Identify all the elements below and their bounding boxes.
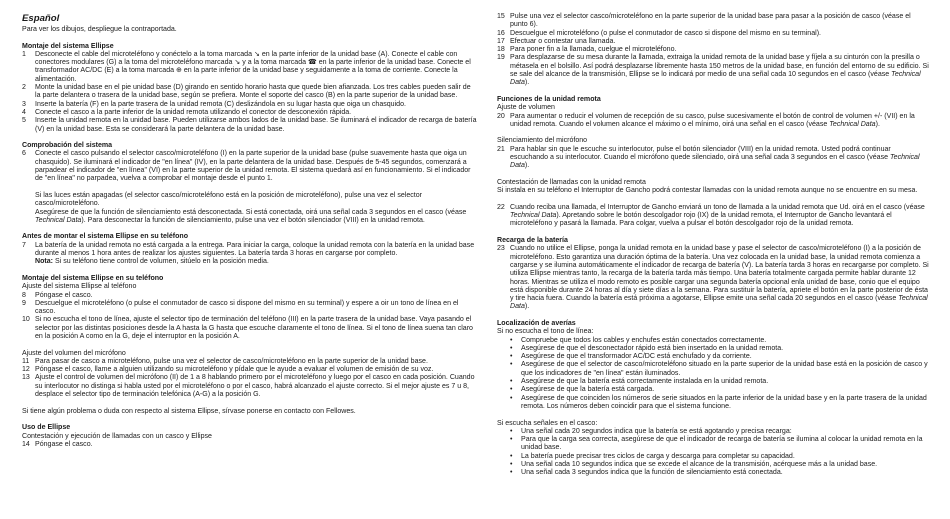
item-number: 1 <box>22 50 26 58</box>
list-item <box>497 113 929 130</box>
item-text: Inserte la batería (F) en la parte trasera de la unidad remota (C) deslizándola en su lugar hasta que oiga un chasquido. <box>35 100 406 108</box>
bullet-icon: • <box>510 452 513 460</box>
page-title: Español <box>22 13 60 24</box>
bullet-icon: • <box>510 427 513 435</box>
list-item <box>497 13 929 30</box>
item-number: 11 <box>22 357 30 365</box>
item-number: 4 <box>22 108 26 116</box>
bullet-item: • Una señal cada 20 segundos indica que la batería se está agotando y precisa recarga: <box>510 427 792 435</box>
right-column <box>497 13 929 478</box>
list-item <box>497 46 929 54</box>
item-text: Efectuar o contestar una llamada. <box>510 37 616 45</box>
subheading: Contestación y ejecución de llamadas con un casco y Ellipse <box>22 432 212 440</box>
bullet-item: • La batería puede precisar tres ciclos de carga y descarga para completar su capacidad. <box>510 452 795 460</box>
bullet-item: • Una señal cada 10 segundos indica que se excede el alcance de la transmisión, acérquese más a la unidad base. <box>510 461 878 469</box>
list-item <box>22 292 477 300</box>
subheading: Ajuste del volumen del micrófono <box>22 349 126 357</box>
bullet-item: • Asegúrese de que el transformador AC/DC está enchufado y da corriente. <box>510 353 752 361</box>
item-text: Póngase el casco, llame a alguien utilizando su microteléfono y pídale que le ayude a evaluar el volumen de emisión de su voz. <box>35 366 434 374</box>
bullet-icon: • <box>510 461 513 469</box>
item-number: 6 <box>22 150 26 158</box>
bullet-icon: • <box>510 469 513 477</box>
item-text: Descuelgue el microteléfono (o pulse el conmutador de casco si dispone del mismo en su terminal) y espere a oir un tono de línea en el casco. <box>35 299 459 316</box>
item-number: 3 <box>22 100 26 108</box>
item-text: Para poner fin a la llamada, cuelgue el microteléfono. <box>510 46 677 54</box>
section-heading-recarga: Recarga de la batería <box>497 237 568 245</box>
section-heading-uso: Uso de Ellipse <box>22 424 71 432</box>
item-text: Conecte el casco pulsando el selector casco/microteléfono (I) en la parte superior de la unidad base (pulse suavemente hasta que oiga un chasquido). Se iluminará el indicador de "en línea" (IV), en la parte delantera de la unidad base. Después de 5-45 segundos, comenzará a parpadear el indicador de "en línea" (VI) en la parte superior de la unidad remota. El sistema quedará así en funcionamiento. Si el indicador de "en línea" no parpadea, vuelva a comprobar el montaje desde el punto 1. <box>35 150 471 183</box>
section-heading-montaje: Montaje del sistema Ellipse <box>22 42 114 50</box>
paragraph: Si instala en su teléfono el Interruptor de Gancho podrá contestar llamadas con la unidad remota aunque no se encuentre en su mesa. <box>497 187 918 195</box>
item-text: Si no escucha el tono de línea, ajuste el selector tipo de terminación del teléfono (III) en la parte trasera de la unidad base. Vaya pasando el selector por las distintas posiciones desde la A hasta la G hasta que escuche claramente el tono de línea. Si el tono de línea suena tan claro en la posición A como en la G, deje el interruptor en la posición A. <box>35 316 473 340</box>
montaje-list <box>22 51 477 134</box>
item-text: Para hablar sin que le escuche su interlocutor, pulse el botón silenciador (VIII) en la unidad remota. Usted podrá continuar escuchando a su interlocutor. Cuando el micrófono quede silenciado, oirá una señal cada 3 segundos en el casco (véase Technical Data). <box>510 145 920 170</box>
list-item <box>497 30 929 38</box>
list-item <box>497 54 929 87</box>
item-number: 20 <box>497 112 505 120</box>
list-item <box>22 441 477 449</box>
bullet-icon: • <box>510 436 513 444</box>
list-item <box>22 150 477 183</box>
item-number: 16 <box>497 29 505 37</box>
item-number: 18 <box>497 46 505 54</box>
list-item <box>22 101 477 109</box>
item-number: 2 <box>22 84 26 92</box>
item-number: 21 <box>497 145 505 153</box>
bullet-icon: • <box>510 386 513 394</box>
item-text: La batería de la unidad remota no está cargada a la entrega. Para iniciar la carga, coloque la unidad remota con la batería en la unidad base durante al menos 1 hora antes de realizar los ajustes siguientes. La batería tarda 3 horas en cargarse por completo. <box>35 241 475 258</box>
list-item <box>22 300 477 317</box>
closing-paragraph: Si tiene algún problema o duda con respecto al sistema Ellipse, sírvase ponerse en contacto con Fellowes. <box>22 407 356 415</box>
subheading: Si no escucha el tono de línea: <box>497 328 594 336</box>
list-item <box>22 366 477 374</box>
item-text: Para pasar de casco a microteléfono, pulse una vez el selector de casco/microteléfono en la parte superior de la unidad base. <box>35 357 428 365</box>
item-text: Cuando reciba una llamada, el Interruptor de Gancho enviará un tono de llamada a la unidad remota que Ud. oirá en el casco (véase Technical Data). Apretando sobre le botón descolgador rojo (IX) de la unidad remota, el Interruptor de Gancho levantará el microteléfono y pasará la llamada. Para colgar, vuelva a pulsar el botón descolgador rojo de la unidad remota. <box>510 203 925 228</box>
item-number: 14 <box>22 440 30 448</box>
note-paragraph: Nota: Si su teléfono tiene control de volumen, sitúelo en la posición media. <box>35 258 269 266</box>
item-number: 23 <box>497 245 505 253</box>
item-text: Ajuste el control de volumen del micrófono (II) de 1 a 8 hablando primero por el microteléfono y luego por el casco en cada posición. Cuando su interlocutor no distinga si habla usted por el microteléfono o por el casco, habrá alcanzado el ajuste correcto. Si el mejor ajuste es 7 u 8, desplace el selector tipo de terminación telefónica (A-G) a la posición G. <box>35 374 475 399</box>
bullet-item: • Compruebe que todos los cables y enchufes están conectados correctamente. <box>510 336 767 344</box>
subheading: Ajuste del sistema Ellipse al teléfono <box>22 283 137 291</box>
list-item <box>22 316 477 341</box>
list-item <box>22 358 477 366</box>
item-number: 19 <box>497 54 505 62</box>
subheading: Contestación de llamadas con la unidad remota <box>497 178 646 186</box>
list-item <box>497 204 929 229</box>
list-item <box>22 51 477 84</box>
list-item <box>22 242 477 259</box>
bullet-item: • Asegúrese de que coinciden los números de serie situados en la parte inferior de la unidad base y en la parte trasera de la unidad remota. Los números deben coincidir para que el sistema funcione. <box>510 394 927 410</box>
item-number: 13 <box>22 374 30 382</box>
section-heading-funciones: Funciones de la unidad remota <box>497 95 601 103</box>
list-item <box>497 245 929 311</box>
bullet-item: • Asegúrese de que la batería está correctamente instalada en la unidad remota. <box>510 378 769 386</box>
bullet-list-1 <box>497 337 929 412</box>
section-heading-antes: Antes de montar el sistema Ellipse en su teléfono <box>22 233 189 241</box>
item-number: 5 <box>22 117 26 125</box>
intro-text: Para ver los dibujos, despliegue la contraportada. <box>22 26 177 33</box>
left-column <box>22 13 477 449</box>
item-number: 10 <box>22 316 30 324</box>
item-text: Póngase el casco. <box>35 291 93 299</box>
item-text: Descuelgue el microteléfono (o pulse el conmutador de casco si dispone del mismo en su terminal). <box>510 29 822 37</box>
item-number: 22 <box>497 203 505 211</box>
item-text: Inserte la unidad remota en la unidad base. Pueden utilizarse ambos lados de la unidad base. Se iluminará el indicador de recarga de batería (V) en la unidad base. Esta se considerará la parte delantera de la unidad base. <box>35 117 477 133</box>
bullet-item: • Para que la carga sea correcta, asegúrese de que el indicador de recarga de batería se ilumina al colocar la unidad remota en la unidad base. <box>510 436 923 452</box>
item-number: 17 <box>497 37 505 45</box>
subheading: Si escucha señales en el casco: <box>497 419 598 427</box>
item-text: Conecte el casco a la parte inferior de la unidad remota utilizando el conector de desconexión rápida. <box>35 108 352 116</box>
item-text: Cuando no utilice el Ellipse, ponga la unidad remota en la unidad base y pase el selector de casco/microteléfono (I) a la posición de microteléfono. Esto garantiza una duración óptima de la batería. Una vez colocada en la unidad base, la unidad remota comienza a cargarse y se ilumina automáticamente el indicador de recarga de batería (V). La batería tarda 3 horas en recargarse por completo. Si utiliza Ellipse mientras tanto, la recarga de la batería tarda más tiempo. Una batería totalmente cargada permite hablar durante 12 horas. Mientras se utiliza el modo remoto es posible cargar una segunda batería opcional enla unidad de base, conio que el equipo está disponible durante 24 horas al día y siete días a la semana. Para sustituir la batería, apriete el botón en la parte posterior de ésta y tire hacia fuera. Cuando la batería está próxima a agotarse, Ellipse emite una señal cada 20 segundos en el casco (véase Technical Data). <box>510 245 929 311</box>
item-text: Para desplazarse de su mesa durante la llamada, extraiga la unidad remota de la unidad base y fíjela a su cinturón con la presilla o métasela en el bolsillo. Así podrá desplazarse libremente hasta 150 metros de la unidad base, en función del entorno de su edificio. Si se sale del alcance de la transmisión, Ellipse se lo indicará por medio de una señal cada 10 segundos en el casco (véase Technical Data). <box>510 54 929 87</box>
note-label: Nota: <box>35 258 54 266</box>
bullet-icon: • <box>510 361 513 369</box>
bullet-item: • Asegúrese de que el selector de casco/microteléfono situado en la parte superior de la unidad base está en la posición de casco y que los indicadores de "en línea" están iluminados. <box>510 361 928 377</box>
item-text: Desconecte el cable del microteléfono y conéctelo a la toma marcada ↘ en la parte inferior de la unidad base (A). Conecte el cable con conectores modulares (G) a la toma del microteléfono marcada ↘ y a la toma marcada ☎ en la parte inferior de la unidad base. Conecte el transformador AC/DC (E) a la toma marcada ⊕ en la parte inferior de la unidad base y seguidamente a la toma de corriente. Conecte la alimentación. <box>35 50 471 83</box>
item-number: 12 <box>22 366 30 374</box>
bullet-list-2 <box>497 428 929 478</box>
list-item <box>497 146 929 171</box>
bullet-icon: • <box>510 336 513 344</box>
item-number: 15 <box>497 13 505 20</box>
list-item <box>22 109 477 117</box>
item-number: 9 <box>22 299 26 307</box>
subheading: Ajuste de volumen <box>497 104 555 112</box>
bullet-item: • Asegúrese de que el desconectador rápido está bien insertado en la unidad remota. <box>510 344 784 352</box>
subheading: Silenciamiento del micrófono <box>497 137 588 145</box>
item-text: Póngase el casco. <box>35 440 93 448</box>
section-heading-averias: Localización de averías <box>497 319 576 327</box>
bullet-icon: • <box>510 353 513 361</box>
bullet-icon: • <box>510 344 513 352</box>
paragraph: Asegúrese de que la función de silenciamiento está desconectada. Si está conectada, oirá una señal cada 3 segundos en el casco (véase Technical Data). Para desconectar la función de silenciamiento, pulse una vez el botón silenciador (VIII) en la unidad remota. <box>35 208 467 224</box>
list-item <box>22 374 477 399</box>
item-text: Monte la unidad base en el pie unidad base (D) girando en sentido horario hasta que quede bien afianzada. Los tres cables pueden salir de la parte delantera o trasera de la unidad base, según se prefiera. Monte el soporte del casco (B) en la parte superior de la unidad base. <box>35 84 471 100</box>
bullet-icon: • <box>510 394 513 402</box>
item-number: 7 <box>22 241 26 249</box>
item-number: 8 <box>22 291 26 299</box>
paragraph: Si las luces están apagadas (el selector casco/microteléfono está en la posición de microteléfono), pulse una vez el selector casco/microteléfono. <box>35 191 423 208</box>
section-heading-comprobacion: Comprobación del sistema <box>22 142 113 150</box>
item-text: Para aumentar o reducir el volumen de recepción de su casco, pulse sucesivamente el botón de control de volumen +/- (VII) en la unidad remota. Cuando el volumen alcance el máximo o el mínimo, oirá una señal en el casco (véase Technical Data). <box>510 112 915 128</box>
list-item <box>22 84 477 101</box>
list-item <box>497 38 929 46</box>
item-text: Pulse una vez el selector casco/microteléfono en la parte superior de la unidad base para pasar a la posición de casco (véase el punto 6). <box>510 13 911 29</box>
section-heading-montaje-telefono: Montaje del sistema Ellipse en su teléfono <box>22 274 164 282</box>
bullet-item: • Asegúrese de que la batería está cargada. <box>510 386 655 394</box>
list-item <box>22 117 477 134</box>
bullet-icon: • <box>510 378 513 386</box>
bullet-item: • Una señal cada 3 segundos indica que la función de silenciamiento está conectada. <box>510 469 783 477</box>
